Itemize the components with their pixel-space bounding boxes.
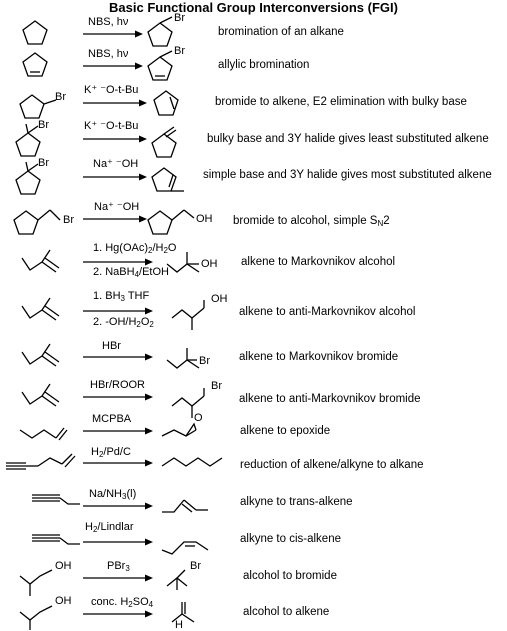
fgi-row-epoxidation	[0, 414, 507, 444]
reaction-description: alkene to Markovnikov bromide	[239, 351, 399, 363]
reagent-label-step-1: 1. $Hg(OAc)_2/H_2O$	[93, 242, 177, 255]
reaction-description: alkyne to trans-alkene	[240, 496, 353, 508]
reaction-arrow	[83, 502, 153, 510]
methylbutene-structure	[20, 382, 64, 414]
bromine-label: Br	[63, 214, 74, 226]
fgi-row-sn2-substitution	[0, 198, 507, 238]
reaction-description: alkene to epoxide	[240, 425, 331, 437]
reagent-label: conc. $H_2SO_4$	[91, 596, 154, 609]
bromine-label: Br	[174, 12, 185, 24]
reagent-label: $H_2/Pd/C$	[91, 446, 131, 459]
reagent-label: Na⁺ ⁻OH	[94, 201, 140, 213]
reagent-label: HBr/ROOR	[90, 379, 145, 391]
fgi-row-alcohol-to-bromide	[0, 556, 507, 596]
reaction-description	[233, 214, 390, 231]
reaction-arrow	[83, 427, 153, 435]
methylenecyclopentane-structure	[150, 126, 190, 158]
tertiary-bromide-structure	[14, 166, 54, 196]
hexane-structure	[160, 450, 226, 472]
bromine-label: Br	[199, 355, 210, 367]
fgi-row-dehydration	[0, 594, 507, 630]
reaction-description: reduction of alkene/alkyne to alkane	[240, 459, 424, 471]
isobutene-structure	[168, 598, 208, 628]
reagent-label-step-2: 2. $-OH/H_2O_2$	[93, 316, 154, 329]
reagent-label-step-2: 2. NaBH$_4$/EtOH	[93, 266, 169, 279]
reaction-description: alkene to anti-Markovnikov alcohol	[239, 306, 416, 318]
reaction-arrow	[83, 258, 153, 266]
reaction-description: alcohol to alkene	[243, 606, 330, 618]
bromine-label: Br	[38, 119, 49, 131]
methylcyclopentene-structure	[150, 164, 190, 196]
bromine-label: Br	[55, 91, 66, 103]
reagent-label-step-1: 1. $BH_3$ THF	[93, 290, 150, 303]
reagent-label: $Na/NH_3(l)$	[89, 488, 137, 501]
cis-pentene-structure	[160, 526, 220, 556]
page-title: Basic Functional Group Interconversions (FGI)	[109, 0, 398, 15]
reaction-arrow	[83, 574, 153, 582]
hydroxyl-label: OH	[211, 293, 228, 305]
cyclopentene-structure	[20, 50, 50, 80]
fgi-row-dissolving-metal-reduction	[0, 480, 507, 516]
bromine-label: Br	[211, 380, 222, 392]
methylbutene-structure	[20, 248, 64, 280]
reaction-arrow	[83, 353, 153, 361]
pentyne-structure	[14, 484, 84, 510]
reaction-description: alcohol to bromide	[243, 570, 337, 582]
reagent-label: HBr	[102, 340, 121, 352]
hydrogen-label: H	[175, 619, 183, 631]
trans-pentene-structure	[160, 486, 220, 516]
fgi-row-oxymercuration	[0, 238, 507, 288]
bromine-label: Br	[38, 157, 49, 169]
fgi-row-lindlar-reduction	[0, 518, 507, 556]
pentyne-structure	[14, 524, 84, 550]
fgi-row-allylic-bromination	[0, 45, 507, 84]
description-text: bromide to alcohol, simple S	[233, 215, 378, 227]
pentene-structure	[18, 420, 78, 444]
bromine-label: Br	[190, 560, 201, 572]
reagent-label: NBS, hν	[88, 16, 129, 28]
reaction-description: alkene to Markovnikov alcohol	[241, 256, 396, 268]
reaction-arrow	[83, 99, 147, 107]
fgi-row-hydrogenation	[0, 444, 507, 474]
reaction-arrow	[83, 393, 153, 401]
oxygen-label: O	[194, 412, 203, 424]
reaction-arrow	[83, 135, 147, 143]
hydroxyl-label: OH	[201, 258, 218, 270]
methylbutene-structure	[20, 342, 64, 374]
reaction-arrow	[83, 307, 153, 315]
reagent-label: NBS, hν	[88, 48, 129, 60]
reagent-label: MCPBA	[92, 413, 132, 425]
hydroxyl-label: OH	[55, 595, 72, 607]
fgi-row-alkane-bromination	[0, 14, 507, 50]
fgi-row-hydroboration	[0, 288, 507, 338]
reaction-description: alkene to anti-Markovnikov bromide	[239, 393, 421, 405]
reagent-label: $H_2$/Lindlar	[85, 521, 134, 534]
reagent-label: Na⁺ ⁻OH	[93, 158, 139, 170]
reaction-description: alkyne to cis-alkene	[240, 533, 341, 545]
reaction-arrow	[83, 538, 153, 546]
hydroxyl-label: OH	[196, 213, 213, 225]
reaction-description: allylic bromination	[218, 59, 310, 71]
methylbutene-structure	[20, 296, 64, 328]
reaction-arrow	[83, 215, 147, 223]
tertiary-bromide-structure	[14, 128, 54, 158]
reagent-label: K⁺ ⁻O-t-Bu	[84, 84, 139, 96]
hydroxyl-label: OH	[55, 560, 72, 572]
fgi-row-markovnikov-hbr	[0, 338, 507, 378]
fgi-row-zaitsev-elimination	[0, 158, 507, 198]
description-subscript: N	[377, 219, 384, 228]
reaction-arrow	[83, 610, 153, 618]
cyclopentane-structure	[20, 18, 50, 48]
description-tail: 2	[383, 215, 390, 227]
reagent-label: PBr$_3$	[107, 560, 130, 573]
bromine-label: Br	[174, 45, 185, 57]
reaction-description: bromination of an alkane	[218, 26, 344, 38]
reaction-arrow	[83, 30, 143, 38]
reagent-label: K⁺ ⁻O-t-Bu	[84, 120, 139, 132]
fgi-row-hofmann-elimination	[0, 120, 507, 160]
reaction-arrow	[83, 62, 143, 70]
reaction-arrow	[83, 459, 153, 467]
enyne-structure	[4, 446, 80, 472]
fgi-row-e2-elimination	[0, 84, 507, 120]
cyclopentene-structure	[150, 88, 182, 120]
reaction-description: bromide to alkene, E2 elimination with bulky base	[215, 96, 467, 108]
reaction-description: simple base and 3Y halide gives most substituted alkene	[203, 169, 492, 181]
reaction-arrow	[83, 173, 147, 181]
bromocyclopentane-structure	[18, 90, 58, 120]
reaction-description: bulky base and 3Y halide gives least substituted alkene	[207, 133, 489, 145]
